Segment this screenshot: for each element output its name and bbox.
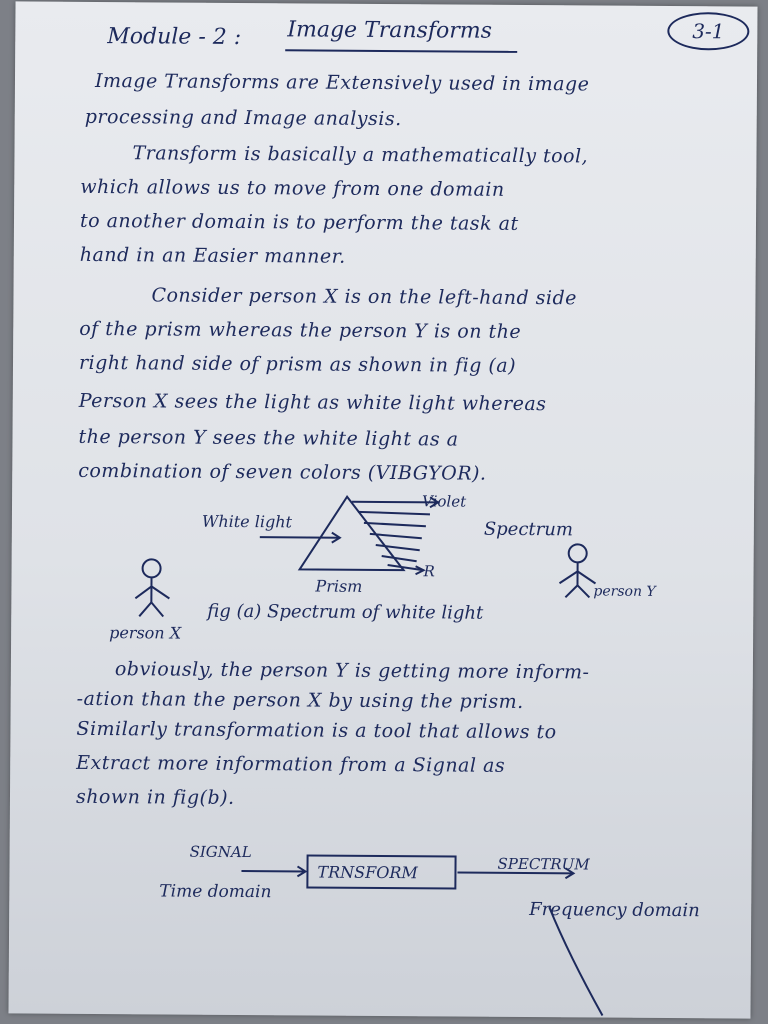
spectrum-label: Spectrum (483, 518, 574, 541)
spectrum-output-label: SPECTRUM (497, 854, 590, 874)
para3-line3: right hand side of prism as shown in fig (a) (78, 351, 517, 377)
para4-line2: -ation than the person X by using the prism. (76, 687, 524, 713)
para3-line5: the person Y sees the white light as a (78, 425, 459, 451)
para3-line4: Person X sees the light as white light whereas (78, 389, 547, 416)
time-domain-label: Time domain (159, 881, 272, 903)
para2-line4: hand in an Easier manner. (79, 243, 346, 268)
para2-line1: Transform is basically a mathematically tool, (132, 142, 589, 168)
para1-line1: Image Transforms are Extensively used in image (94, 69, 590, 96)
module-label: Module - 2 : (107, 24, 242, 50)
para4-line3: Similarly transformation is a tool that allows to (76, 717, 557, 744)
person-y-label: person Y (593, 583, 656, 600)
page-title: Image Transforms (287, 17, 493, 44)
person-x-label: person X (109, 623, 182, 643)
prism-label: Prism (315, 576, 363, 596)
para2-line2: which allows us to move from one domain (80, 175, 505, 201)
para1-line2: processing and Image analysis. (84, 105, 402, 131)
para2-line3: to another domain is to perform the task at (79, 209, 519, 235)
para3-line6: combination of seven colors (VIBGYOR). (78, 459, 487, 485)
red-label: R (423, 562, 435, 581)
frequency-domain-label: Frequency domain (529, 899, 700, 922)
violet-label: Violet (421, 492, 467, 511)
white-light-label: White light (201, 511, 293, 532)
transform-figure (8, 1, 757, 1018)
para4-line4: Extract more information from a Signal as (76, 751, 506, 777)
signal-label: SIGNAL (189, 842, 252, 862)
figure-a-caption: fig (a) Spectrum of white light (207, 600, 484, 624)
para4-line5: shown in fig(b). (75, 785, 235, 809)
para4-line1: obviously, the person Y is getting more inform- (114, 658, 590, 684)
para3-line1: Consider person X is on the left-hand side (151, 284, 578, 310)
paper-sheet (8, 1, 757, 1018)
page-number: 3-1 (667, 12, 749, 51)
transform-box-label: TRNSFORM (317, 862, 418, 883)
para3-line2: of the prism whereas the person Y is on the (79, 317, 522, 343)
